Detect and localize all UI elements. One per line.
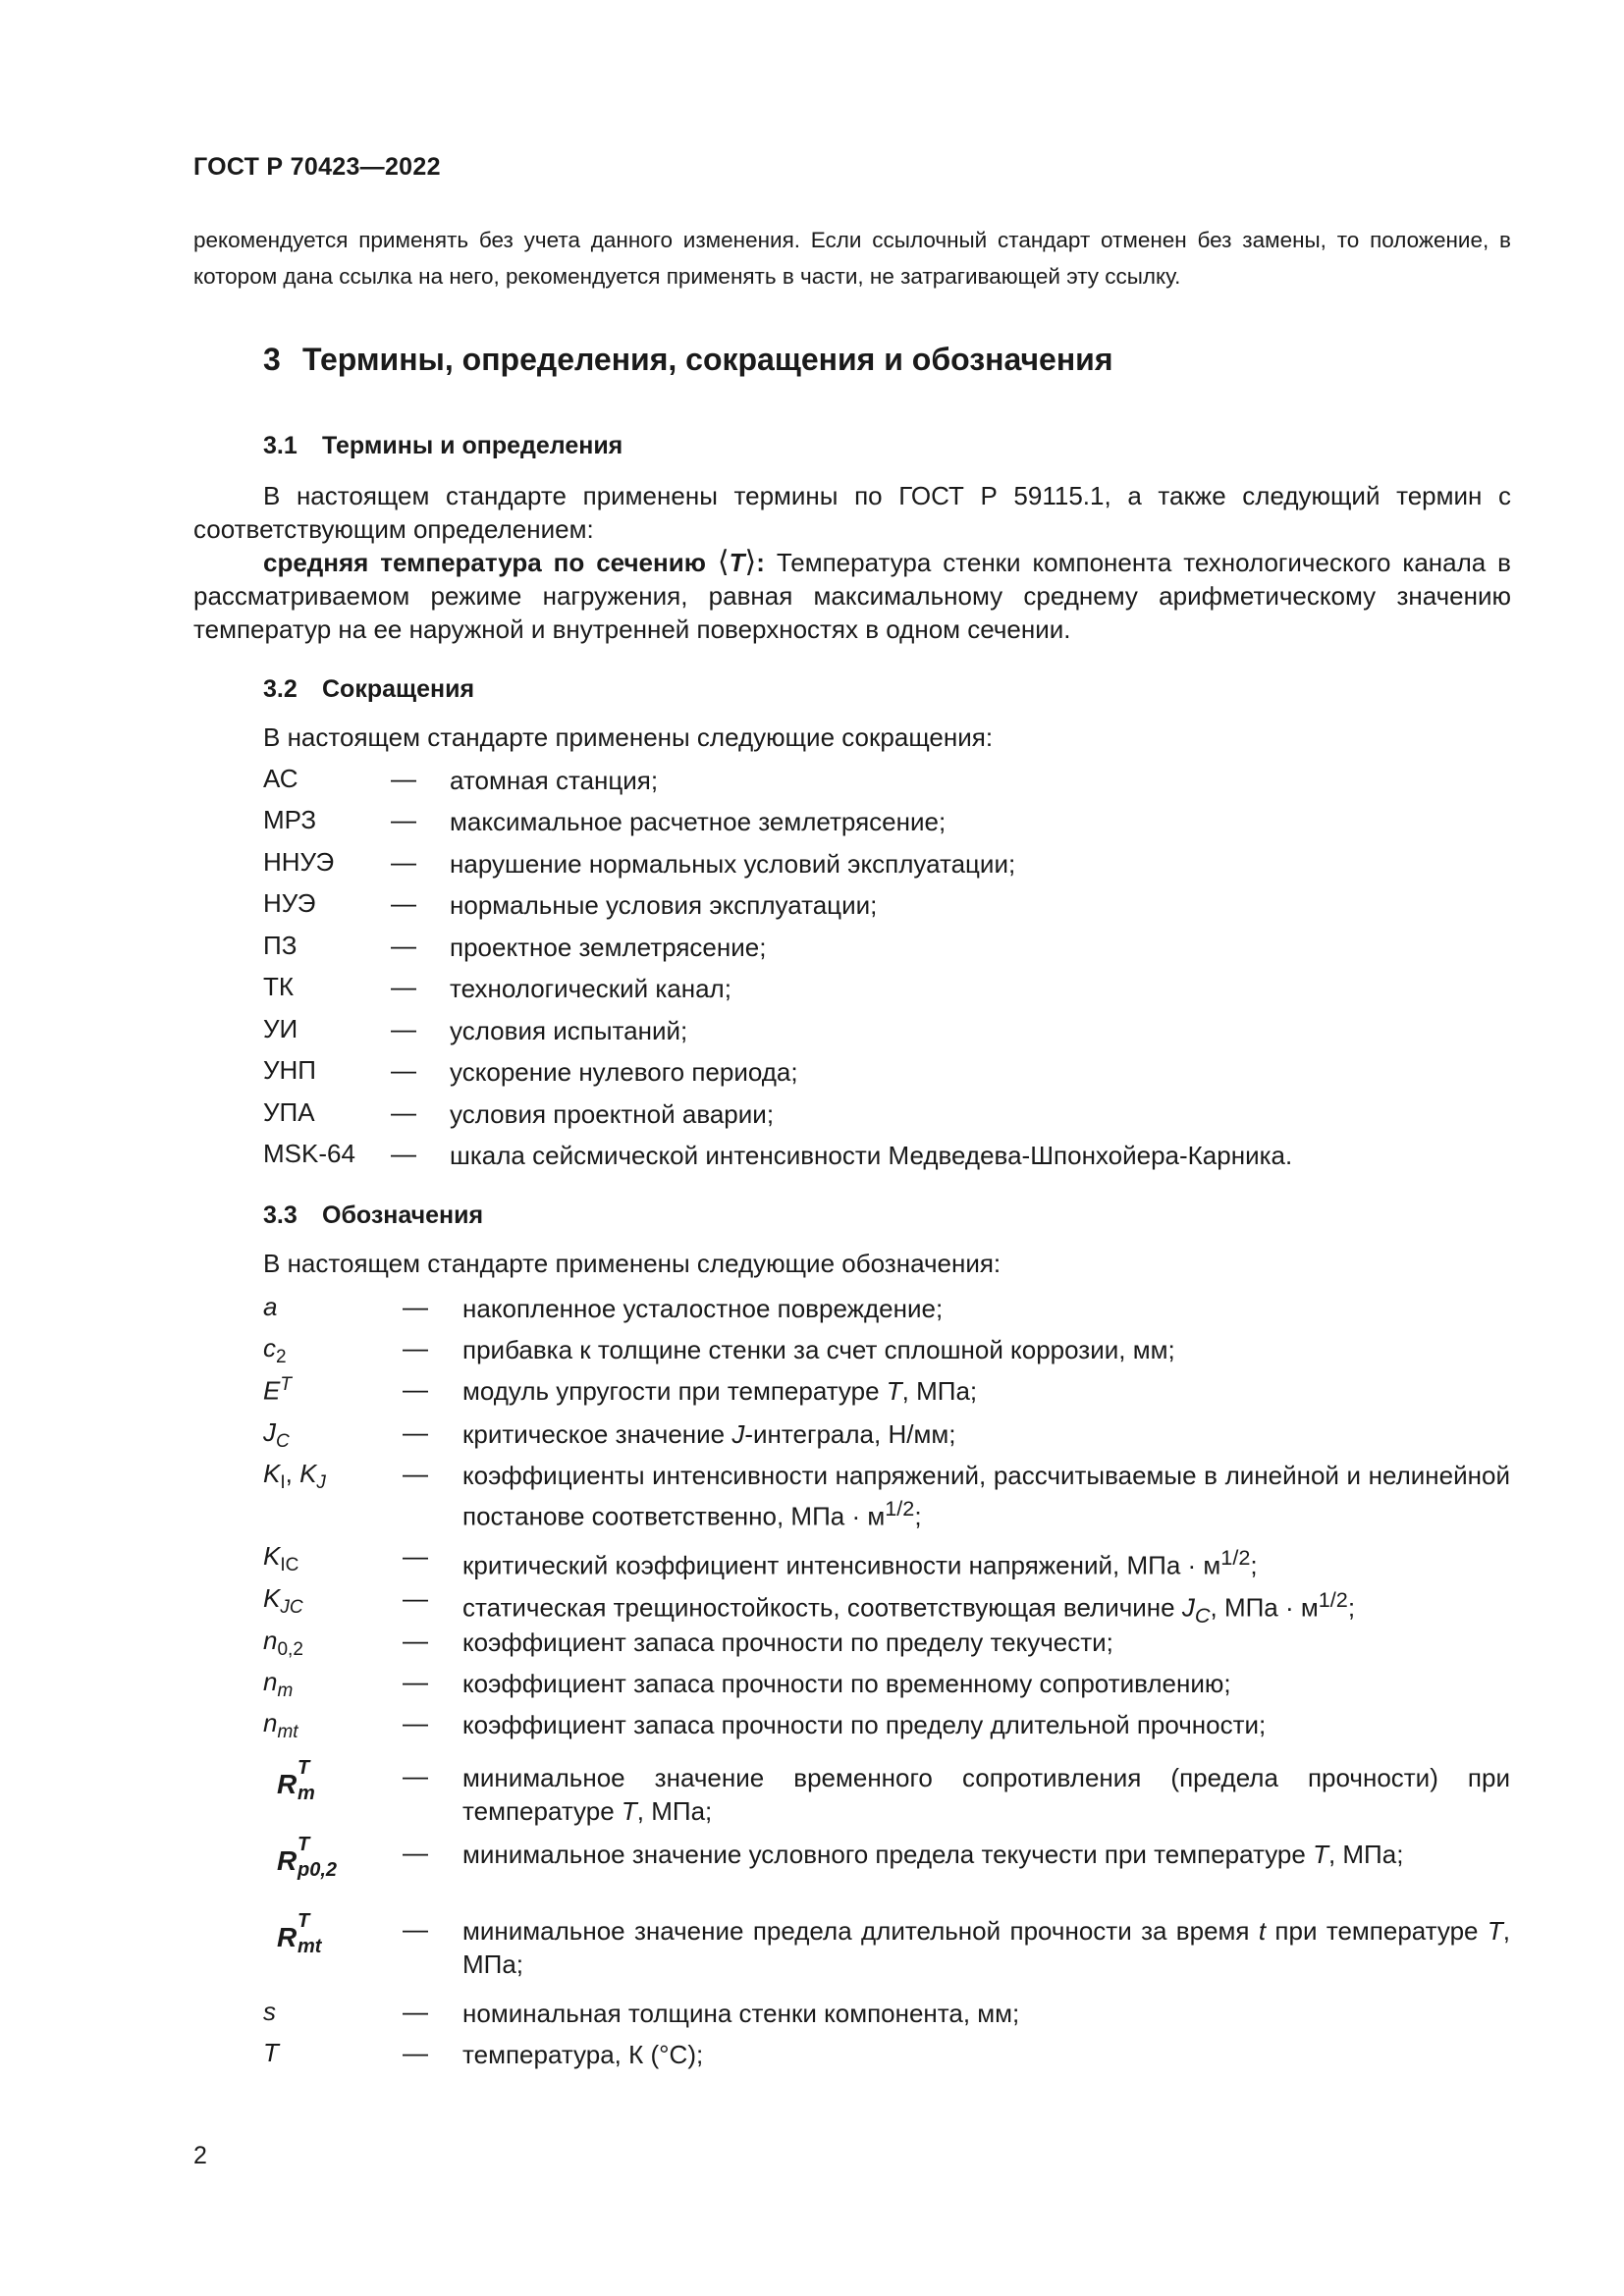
subsection-3-2-heading — [263, 675, 474, 704]
def-sup: 1/2 — [885, 1496, 915, 1521]
dash: — — [403, 1667, 428, 1696]
def-variable: T — [621, 1796, 637, 1826]
dash: — — [391, 805, 416, 834]
symbols-intro: В настоящем стандарте применены следующие обозначения: — [263, 1249, 1001, 1278]
dash: — — [391, 931, 416, 960]
abbr-definition: технологический канал; — [450, 974, 731, 1003]
def-sup: 1/2 — [1318, 1587, 1348, 1612]
def-text: , МПа · м — [1210, 1592, 1319, 1623]
def-text: модуль упругости при температуре — [462, 1376, 887, 1406]
def-text: минимальное значение условного предела текучести при температуре — [462, 1840, 1314, 1869]
def-variable: T — [1313, 1840, 1328, 1869]
symbol-definition — [462, 1761, 1510, 1828]
symbol-sub: p0,2 — [298, 1859, 338, 1881]
term-symbol-left-bracket: ⟨ — [717, 545, 730, 579]
symbol-base: K — [299, 1459, 317, 1488]
abbreviations-intro: В настоящем стандарте применены следующие сокращения: — [263, 722, 994, 752]
dash: — — [403, 1541, 428, 1571]
symbol-definition — [462, 1914, 1510, 1981]
def-text: минимальное значение временного сопротивления (предела прочности) при температуре — [462, 1763, 1510, 1826]
section-title: Термины, определения, сокращения и обозначения — [302, 342, 1113, 377]
dash: — — [403, 1459, 428, 1488]
def-text: , МПа; — [1327, 1840, 1404, 1869]
symbol-base: R — [277, 1845, 298, 1876]
def-text: статическая трещиностойкость, соответствующая величине — [462, 1592, 1182, 1623]
dash: — — [403, 1417, 428, 1447]
symbol-sup: T — [298, 1834, 310, 1855]
term-definition: Температура стенки компонента технологического канала в рассматриваемом режиме нагружения, равная максимальному среднему арифметическому значению температур на ее наружной и внутренней поверхностях в одном сечении. — [193, 548, 1511, 644]
symbol-sub: J — [316, 1472, 326, 1494]
symbol-sup: T — [280, 1374, 292, 1395]
def-sup: 1/2 — [1220, 1545, 1251, 1570]
document-header: ГОСТ Р 70423—2022 — [193, 153, 441, 181]
symbol-base: K — [263, 1541, 281, 1571]
symbol-definition — [462, 1541, 1510, 1582]
symbol-sub: 0,2 — [277, 1639, 303, 1661]
symbol — [277, 1910, 336, 1957]
symbol — [263, 1583, 303, 1619]
dash: — — [403, 1583, 428, 1613]
symbol-definition — [462, 1838, 1510, 1871]
symbol-separator: , — [285, 1459, 300, 1488]
abbr-definition: условия проектной аварии; — [450, 1099, 775, 1129]
symbol-base: R — [277, 1769, 298, 1799]
page-number: 2 — [193, 2142, 207, 2169]
symbol-definition: накопленное усталостное повреждение; — [462, 1294, 944, 1323]
symbol-definition: коэффициент запаса прочности по пределу длительной прочности; — [462, 1710, 1267, 1739]
subsection-3-3-heading — [263, 1201, 483, 1230]
symbol-definition: коэффициент запаса прочности по временному сопротивлению; — [462, 1669, 1231, 1698]
symbol — [277, 1757, 336, 1804]
dash: — — [391, 764, 416, 793]
intro-paragraph: рекомендуется применять без учета данного изменения. Если ссылочный стандарт отменен без замены, то положение, в котором дана ссылка на него, рекомендуется применять в части, не затрагивающей эту ссылку. — [193, 228, 1511, 289]
symbol — [263, 1374, 292, 1407]
symbol-sub: 2 — [276, 1347, 287, 1368]
symbol-sub: C — [276, 1431, 290, 1453]
symbol-sub: mt — [298, 1936, 322, 1957]
subsection-title: Обозначения — [322, 1201, 484, 1229]
symbol-base: n — [263, 1708, 278, 1737]
abbr: АС — [263, 764, 298, 793]
abbr: УНП — [263, 1055, 316, 1085]
abbr-definition: проектное землетрясение; — [450, 933, 767, 962]
dash: — — [403, 1761, 428, 1790]
dash: — — [403, 1997, 428, 2026]
symbol — [263, 1667, 293, 1702]
dash: — — [403, 1626, 428, 1655]
dash: — — [403, 1708, 428, 1737]
symbol: T — [263, 2038, 279, 2067]
symbol — [263, 1708, 298, 1743]
def-text: , МПа; — [462, 1916, 1510, 1979]
dash: — — [403, 1914, 428, 1944]
symbol-base: n — [263, 1626, 278, 1655]
def-variable: T — [1487, 1916, 1503, 1946]
symbol-definition: прибавка к толщине стенки за счет сплошной коррозии, мм; — [462, 1335, 1175, 1364]
symbol-base: J — [263, 1417, 276, 1447]
subsection-3-1-heading — [263, 432, 623, 460]
term-definition-paragraph — [193, 546, 1511, 646]
def-variable: T — [886, 1376, 902, 1406]
symbol-definition — [462, 1374, 1510, 1408]
symbol — [263, 1541, 298, 1576]
abbr-definition: атомная станция; — [450, 766, 659, 795]
dash: — — [391, 888, 416, 918]
abbr-definition: шкала сейсмической интенсивности Медведева-Шпонхойера-Карника. — [450, 1141, 1293, 1170]
def-text: ; — [1250, 1550, 1258, 1580]
def-text: , МПа; — [901, 1376, 978, 1406]
symbol-base: K — [263, 1583, 281, 1613]
section-number: 3 — [263, 342, 281, 377]
subsection-number: 3.3 — [263, 1201, 298, 1229]
dash: — — [391, 847, 416, 877]
symbol-base: K — [263, 1459, 281, 1488]
term-name: средняя температура по сечению — [263, 548, 706, 577]
symbol-definition: номинальная толщина стенки компонента, мм; — [462, 1999, 1020, 2028]
def-text: , МПа; — [636, 1796, 713, 1826]
dash: — — [391, 1055, 416, 1085]
symbol — [263, 1459, 326, 1494]
symbol-sub: m — [277, 1681, 294, 1702]
abbr: УИ — [263, 1014, 298, 1043]
symbol-definition: коэффициент запаса прочности по пределу текучести; — [462, 1628, 1113, 1657]
subsection-title: Сокращения — [322, 675, 475, 703]
dash: — — [403, 2038, 428, 2067]
subsection-number: 3.2 — [263, 675, 298, 703]
symbol-definition — [462, 1459, 1510, 1533]
abbr: УПА — [263, 1097, 315, 1127]
symbol-sup: T — [298, 1910, 310, 1932]
terms-intro-paragraph: В настоящем стандарте применены термины по ГОСТ Р 59115.1, а также следующий термин с соответствующим определением: — [193, 481, 1511, 544]
term-symbol-right-bracket: ⟩ — [744, 545, 757, 579]
dash: — — [391, 972, 416, 1001]
symbol-definition — [462, 1417, 1510, 1451]
symbol-sub: JC — [280, 1597, 303, 1619]
def-text: критическое значение — [462, 1419, 732, 1449]
symbol — [263, 1417, 290, 1453]
symbol — [277, 1834, 338, 1881]
dash: — — [403, 1292, 428, 1321]
abbr-definition: нарушение нормальных условий эксплуатации; — [450, 849, 1016, 879]
def-text: коэффициенты интенсивности напряжений, рассчитываемые в линейной и нелинейной постанове соответственно, МПа · м — [462, 1461, 1510, 1531]
subsection-title: Термины и определения — [322, 432, 623, 459]
def-text: при температуре — [1266, 1916, 1488, 1946]
abbr-definition: ускорение нулевого периода; — [450, 1057, 798, 1087]
dash: — — [403, 1838, 428, 1867]
abbr-definition: нормальные условия эксплуатации; — [450, 890, 878, 920]
symbol-base: E — [263, 1375, 281, 1406]
def-text: -интеграла, Н/мм; — [744, 1419, 956, 1449]
dash: — — [391, 1014, 416, 1043]
dash: — — [403, 1333, 428, 1362]
def-text: критический коэффициент интенсивности напряжений, МПа · м — [462, 1550, 1221, 1580]
symbol-base: R — [277, 1922, 298, 1952]
symbol: a — [263, 1292, 278, 1321]
abbr: НУЭ — [263, 888, 316, 918]
symbol-sub: IC — [280, 1555, 299, 1576]
section-3-heading — [263, 342, 1112, 378]
def-text: ; — [1347, 1592, 1356, 1623]
symbol-base: n — [263, 1667, 278, 1696]
dash: — — [391, 1139, 416, 1168]
abbr: МРЗ — [263, 805, 317, 834]
symbol-definition: температура, К (°С); — [462, 2040, 704, 2069]
abbr: ННУЭ — [263, 847, 335, 877]
subsection-number: 3.1 — [263, 432, 298, 459]
symbol-sub: m — [298, 1783, 315, 1804]
symbol-sup: T — [298, 1757, 310, 1779]
def-variable-sub: C — [1194, 1602, 1211, 1628]
symbol-sub: I — [280, 1472, 286, 1494]
dash: — — [403, 1374, 428, 1404]
symbol-sub: mt — [277, 1722, 298, 1743]
abbr: ПЗ — [263, 931, 298, 960]
symbol: s — [263, 1997, 276, 2026]
abbr: ТК — [263, 972, 295, 1001]
symbol-base: c — [263, 1333, 276, 1362]
def-variable: J — [1181, 1592, 1195, 1623]
def-variable: J — [731, 1419, 745, 1449]
term-symbol: T — [729, 548, 745, 577]
dash: — — [391, 1097, 416, 1127]
abbr-definition: условия испытаний; — [450, 1016, 688, 1045]
symbol — [263, 1333, 287, 1368]
term-colon: : — [756, 548, 765, 577]
def-variable: t — [1258, 1916, 1267, 1946]
symbol — [263, 1626, 303, 1661]
def-text: ; — [914, 1501, 922, 1531]
abbr: MSK-64 — [263, 1139, 355, 1168]
def-text: минимальное значение предела длительной прочности за время — [462, 1916, 1259, 1946]
abbr-definition: максимальное расчетное землетрясение; — [450, 807, 947, 836]
